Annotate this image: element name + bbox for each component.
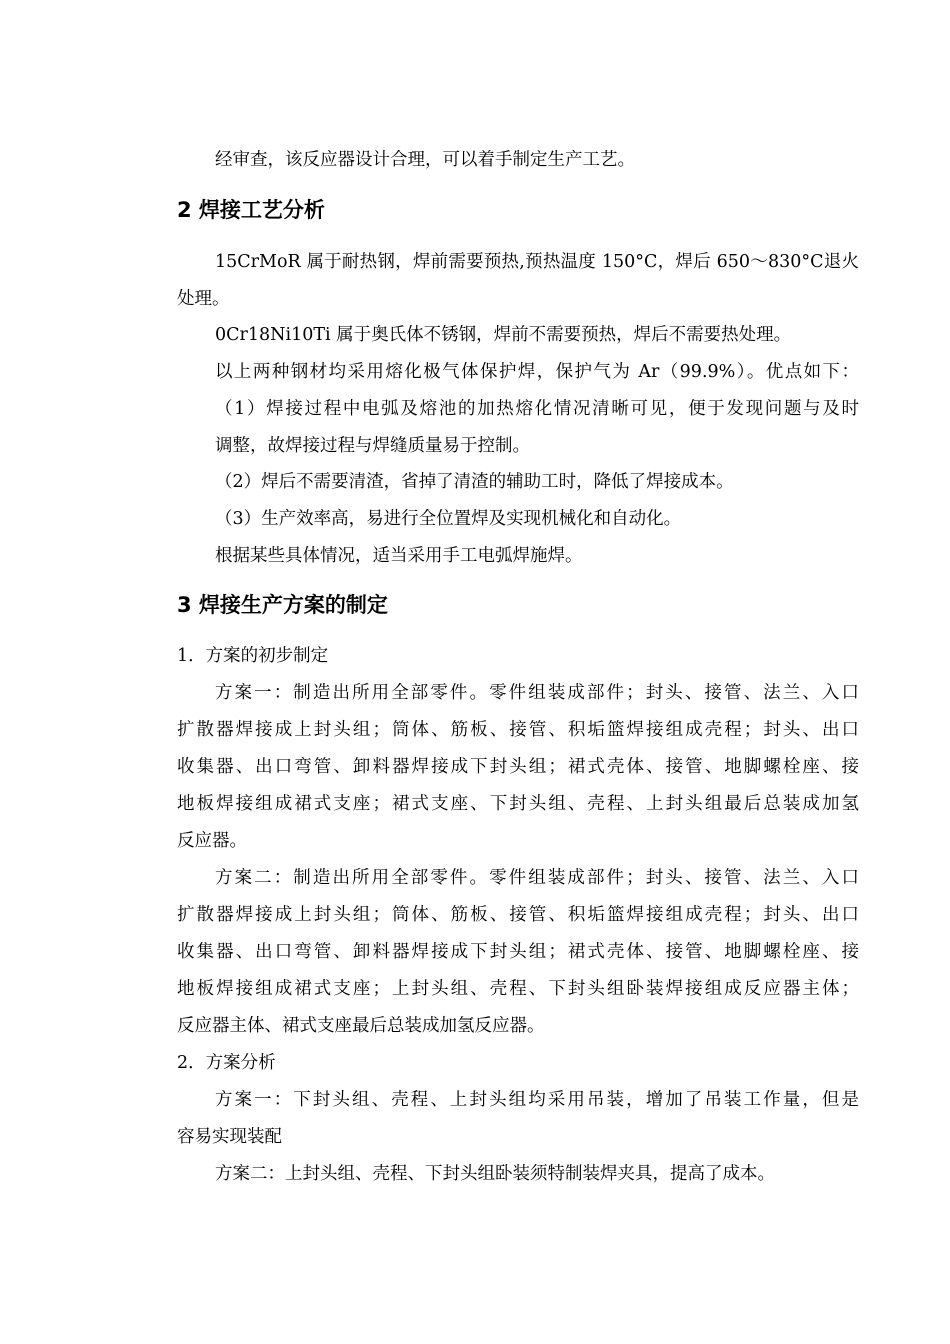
section-2-heading: 2 焊接工艺分析 <box>177 198 325 222</box>
section-3-heading: 3 焊接生产方案的制定 <box>177 593 388 617</box>
plan-b-line-2: 扩散器焊接成上封头组；筒体、筋板、接管、积垢篮焊接组成壳程；封头、出口 <box>177 905 859 925</box>
section-2-para-1-line-2: 处理。 <box>177 289 230 309</box>
plan-a-line-5: 反应器。 <box>177 831 247 851</box>
plan-b-line-1: 方案二：制造出所用全部零件。零件组装成部件；封头、接管、法兰、入口 <box>215 868 859 888</box>
advantage-item-2: （2）焊后不需要清渣，省掉了清渣的辅助工时，降低了焊接成本。 <box>215 472 734 492</box>
section-2-para-3: 以上两种钢材均采用熔化极气体保护焊，保护气为 Ar（99.9%）。优点如下： <box>215 362 859 382</box>
section-2-para-1-line-1: 15CrMoR 属于耐热钢，焊前需要预热,预热温度 150°C，焊后 650～830°C退火 <box>215 252 859 272</box>
subsection-1-heading: 1．方案的初步制定 <box>177 646 329 666</box>
plan-a-line-4: 地板焊接组成裙式支座；裙式支座、下封头组、壳程、上封头组最后总装成加氢 <box>177 794 859 814</box>
advantage-item-3: （3）生产效率高，易进行全位置焊及实现机械化和自动化。 <box>215 509 682 529</box>
subsection-2-heading: 2．方案分析 <box>177 1053 276 1073</box>
analysis-b: 方案二：上封头组、壳程、下封头组卧装须特制装焊夹具，提高了成本。 <box>215 1164 775 1184</box>
section-2-para-4: 根据某些具体情况，适当采用手工电弧焊施焊。 <box>215 546 583 566</box>
plan-a-line-2: 扩散器焊接成上封头组；筒体、筋板、接管、积垢篮焊接组成壳程；封头、出口 <box>177 720 859 740</box>
plan-a-line-1: 方案一：制造出所用全部零件。零件组装成部件；封头、接管、法兰、入口 <box>215 683 859 703</box>
plan-a-line-3: 收集器、出口弯管、卸料器焊接成下封头组；裙式壳体、接管、地脚螺栓座、接 <box>177 757 859 777</box>
intro-paragraph: 经审查，该反应器设计合理，可以着手制定生产工艺。 <box>215 150 635 170</box>
advantage-item-1-line-2: 调整，故焊接过程与焊缝质量易于控制。 <box>215 436 530 456</box>
analysis-a-line-2: 容易实现装配 <box>177 1127 282 1147</box>
advantage-item-1-line-1: （1）焊接过程中电弧及熔池的加热熔化情况清晰可见，便于发现问题与及时 <box>215 399 859 419</box>
section-2-para-2: 0Cr18Ni10Ti 属于奥氏体不锈钢，焊前不需要预热，焊后不需要热处理。 <box>215 325 792 345</box>
plan-b-line-3: 收集器、出口弯管、卸料器焊接成下封头组；裙式壳体、接管、地脚螺栓座、接 <box>177 942 859 962</box>
plan-b-line-5: 反应器主体、裙式支座最后总装成加氢反应器。 <box>177 1016 545 1036</box>
plan-b-line-4: 地板焊接组成裙式支座；上封头组、壳程、下封头组卧装焊接组成反应器主体； <box>177 979 859 999</box>
analysis-a-line-1: 方案一：下封头组、壳程、上封头组均采用吊装，增加了吊装工作量，但是 <box>215 1090 859 1110</box>
